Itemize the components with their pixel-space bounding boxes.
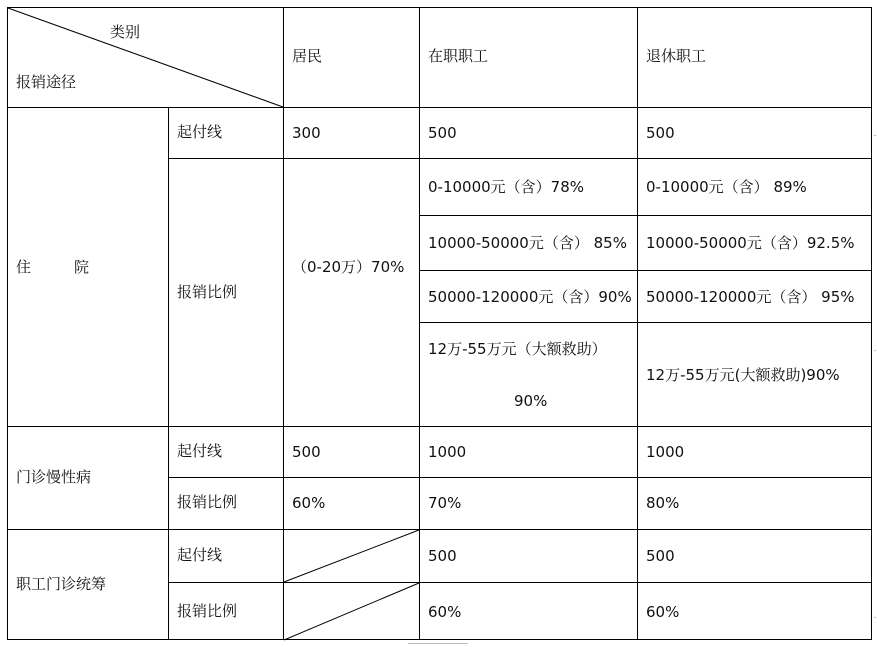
- corner-category-label: 类别: [110, 23, 141, 41]
- section-chronic-label: 门诊慢性病: [16, 468, 92, 486]
- cell-value: 500: [646, 124, 675, 142]
- cell-value: 1000: [646, 443, 685, 461]
- tier-value: 50000-120000元（含）90%: [428, 288, 632, 306]
- cell-value: 80%: [646, 494, 680, 512]
- col-header-resident: 居民: [292, 47, 323, 65]
- col-header-employed: 在职职工: [428, 47, 489, 65]
- cell-value: 500: [428, 547, 457, 565]
- scroll-mark: [874, 135, 876, 136]
- na-diagonal: [284, 583, 419, 640]
- tier-value: 50000-120000元（含） 95%: [646, 288, 855, 306]
- scroll-mark: [874, 617, 876, 618]
- section-outpatient-pool-label: 职工门诊统筹: [16, 575, 107, 593]
- tier-value: 12万-55万元（大额救助）: [428, 340, 607, 358]
- header-diagonal: [8, 8, 283, 107]
- cell-value: 60%: [428, 603, 462, 621]
- cell-value: （0-20万）70%: [292, 258, 405, 276]
- table-border: [8, 8, 872, 640]
- cell-value: 500: [292, 443, 321, 461]
- section-inpatient-label-right: 院: [74, 258, 90, 276]
- tier-value: 12万-55万元(大额救助)90%: [646, 366, 840, 384]
- na-diagonal: [284, 530, 419, 582]
- scroll-mark: [408, 643, 468, 644]
- corner-route-label: 报销途径: [16, 73, 77, 91]
- cell-value: 300: [292, 124, 321, 142]
- row-label-deductible: 起付线: [177, 123, 223, 141]
- tier-value: 10000-50000元（含） 85%: [428, 234, 627, 252]
- cell-value: 1000: [428, 443, 467, 461]
- cell-value: 500: [646, 547, 675, 565]
- tier-value: 90%: [514, 392, 548, 410]
- cell-value: 60%: [646, 603, 680, 621]
- tier-value: 0-10000元（含）78%: [428, 178, 585, 196]
- cell-value: 60%: [292, 494, 326, 512]
- row-label-ratio: 报销比例: [177, 602, 238, 620]
- row-label-ratio: 报销比例: [177, 283, 238, 301]
- row-label-deductible: 起付线: [177, 442, 223, 460]
- cell-value: 500: [428, 124, 457, 142]
- section-inpatient-label-left: 住: [16, 258, 32, 276]
- col-header-retired: 退休职工: [646, 47, 707, 65]
- tier-value: 0-10000元（含） 89%: [646, 178, 807, 196]
- scroll-mark: [874, 350, 876, 351]
- row-label-ratio: 报销比例: [177, 493, 238, 511]
- cell-value: 70%: [428, 494, 462, 512]
- tier-value: 10000-50000元（含）92.5%: [646, 234, 855, 252]
- row-label-deductible: 起付线: [177, 546, 223, 564]
